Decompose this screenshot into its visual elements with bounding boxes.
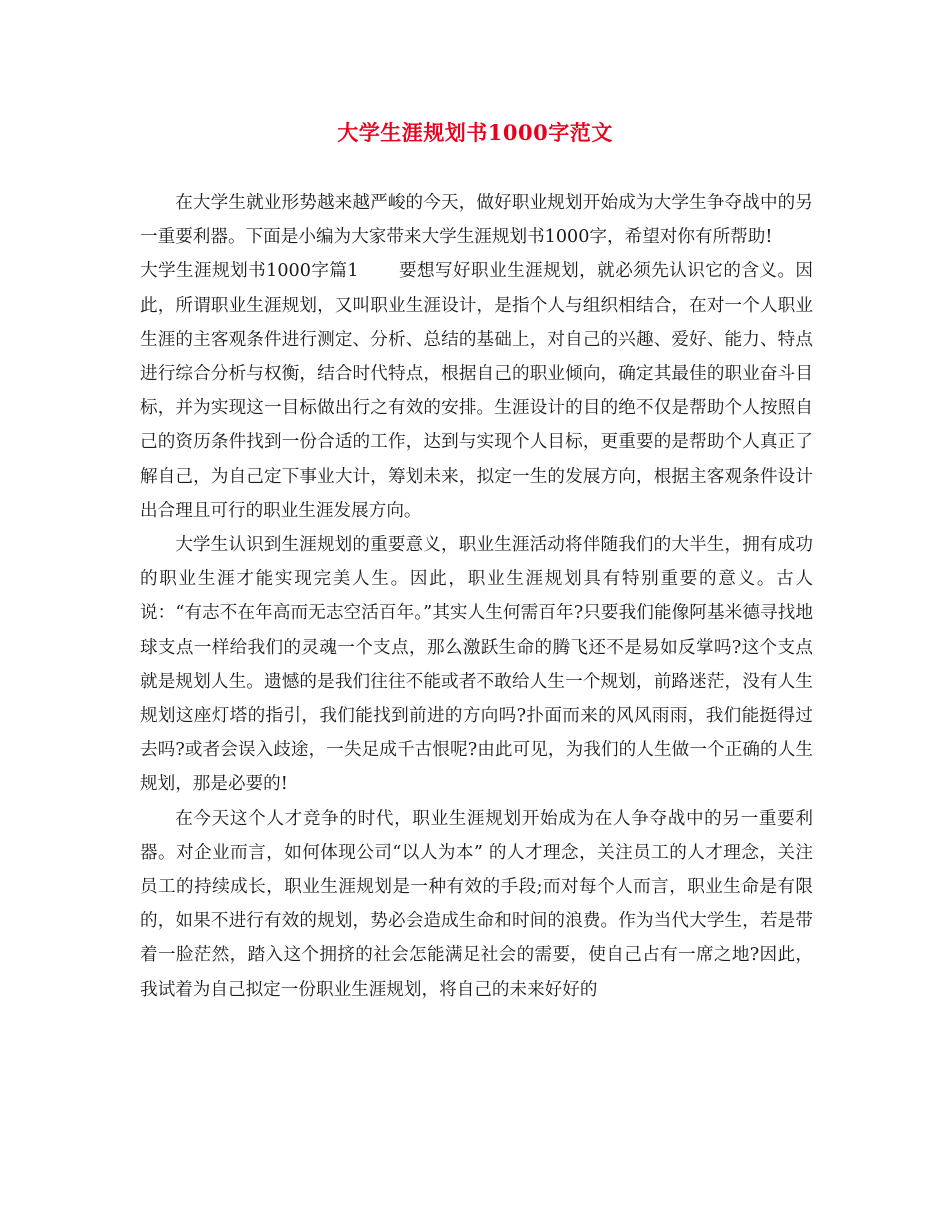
document-title: 大学生涯规划书1000字范文 xyxy=(337,120,613,145)
paragraph-2: 大学生认识到生涯规划的重要意义，职业生涯活动将伴随我们的大半生，拥有成功的职业生涯才能实现完美人生。因此，职业生涯规划具有特别重要的意义。古人说：“有志不在年高而无志空活百年。”其实人生何需百年?只要我们能像阿基米德寻找地球支点一样给我们的灵魂一个支点，那么激跃生命的腾飞还不是易如反掌吗?这个支点就是规划人生。遗憾的是我们往往不能或者不敢给人生一个规划，前路迷茫，没有人生规划这座灯塔的指引，我们能找到前进的方向吗?扑面而来的风风雨雨，我们能挺得过去吗?或者会误入歧途，一失足成千古恨呢?由此可见，为我们的人生做一个正确的人生规划，那是必要的! xyxy=(140,535,813,795)
paragraph-1-text: 要想写好职业生涯规划，就必须先认识它的含义。因此，所谓职业生涯规划，又叫职业生涯设计，是指个人与组织相结合，在对一个人职业生涯的主客观条件进行测定、分析、总结的基础上，对自己的兴趣、爱好、能力、特点进行综合分析与权衡，结合时代特点，根据自己的职业倾向，确定其最佳的职业奋斗目标，并为实现这一目标做出行之有效的安排。生涯设计的目的绝不仅是帮助个人按照自己的资历条件找到一份合适的工作，达到与实现个人目标，更重要的是帮助个人真正了解自己，为自己定下事业大计，筹划未来，拟定一生的发展方向，根据主客观条件设计出合理且可行的职业生涯发展方向。 xyxy=(140,261,813,521)
intro-paragraph: 在大学生就业形势越来越严峻的今天，做好职业规划开始成为大学生争夺战中的另一重要利器。下面是小编为大家带来大学生涯规划书1000字，希望对你有所帮助! xyxy=(140,193,813,248)
document-body xyxy=(140,186,813,1007)
section-heading: 大学生涯规划书1000字篇1 xyxy=(140,261,359,282)
section-1-paragraph xyxy=(140,254,813,528)
paragraph-3: 在今天这个人才竞争的时代，职业生涯规划开始成为在人争夺战中的另一重要利器。对企业而言，如何体现公司“以人为本” 的人才理念，关注员工的人才理念，关注员工的持续成长，职业生涯规划是一种有效的手段;而对每个人而言，职业生命是有限的，如果不进行有效的规划，势必会造成生命和时间的浪费。作为当代大学生，若是带着一脸茫然，踏入这个拥挤的社会怎能满足社会的需要，使自己占有一席之地?因此，我试着为自己拟定一份职业生涯规划，将自己的未来好好的 xyxy=(140,808,813,1000)
